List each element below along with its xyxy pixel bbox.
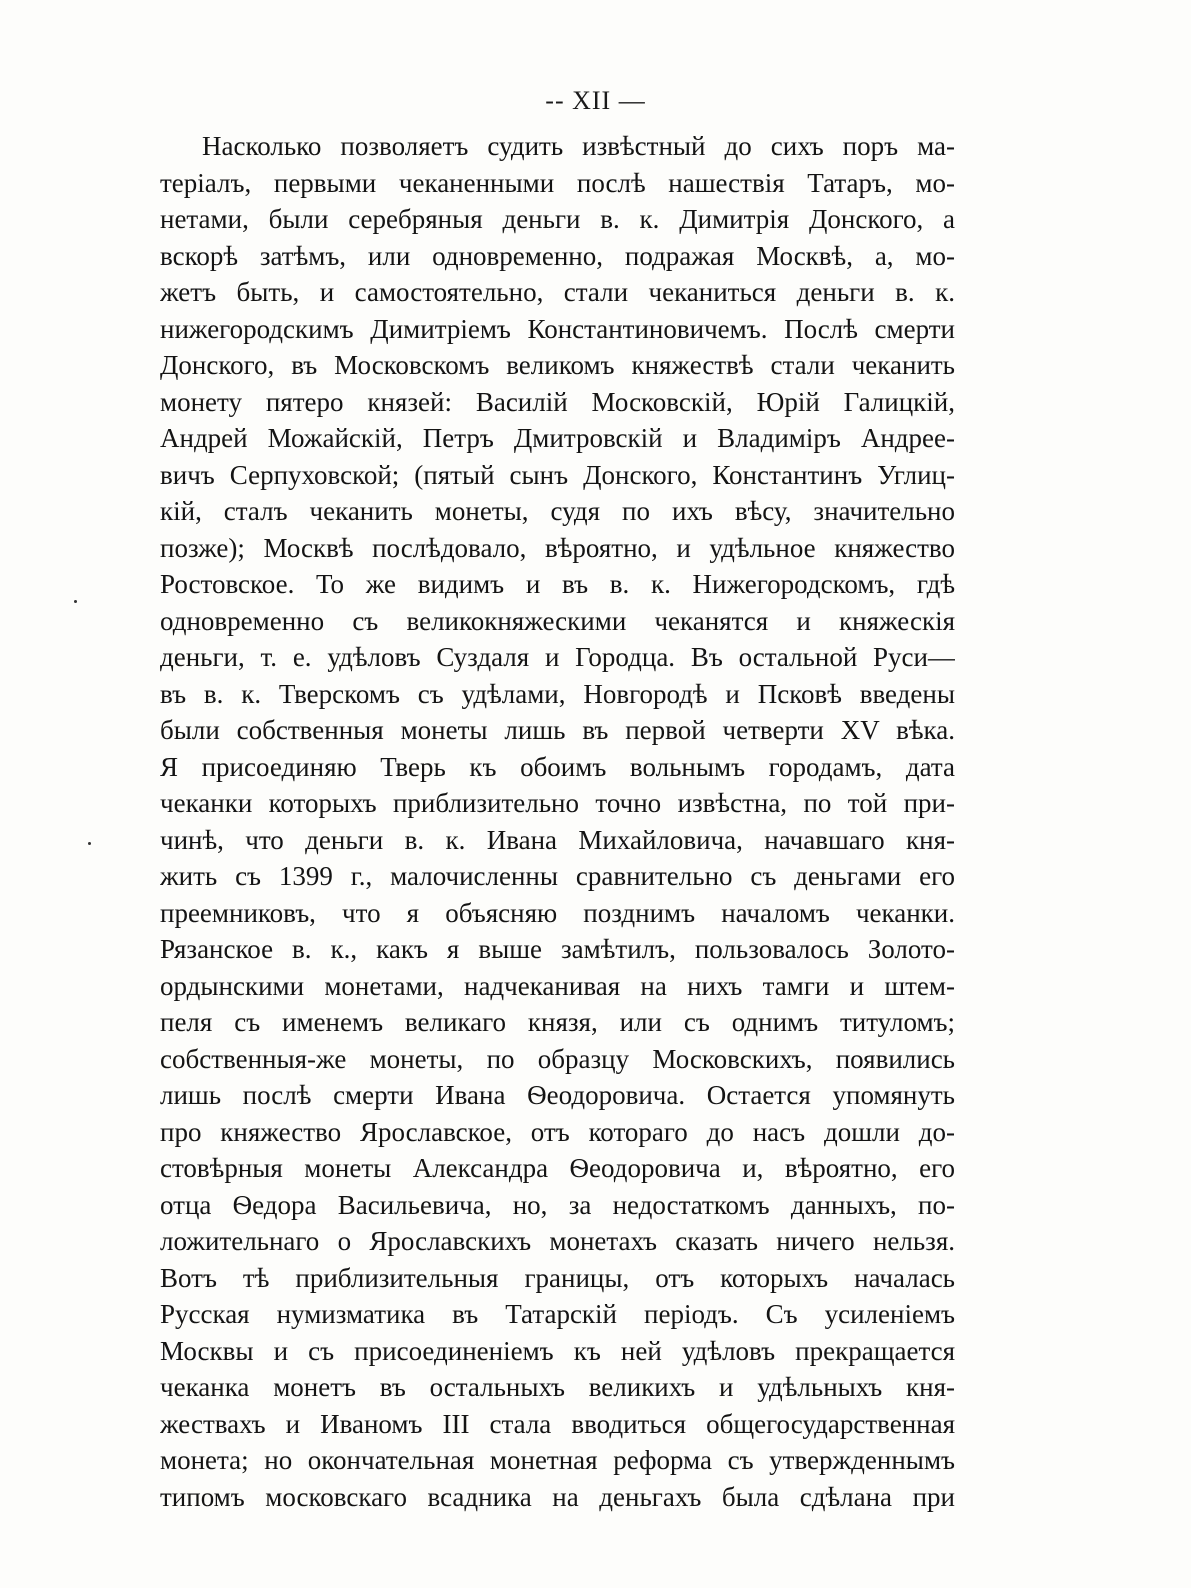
- text-line: Андрей Можайскій, Петръ Дмитровскій и Владиміръ Андрее-: [160, 423, 955, 453]
- text-line: типомъ московскаго всадника на деньгахъ была сдѣлана при: [160, 1481, 955, 1512]
- body-text: [160, 128, 955, 1515]
- text-line: про княжество Ярославское, отъ котораго до насъ дошли до-: [160, 1116, 955, 1147]
- text-line: жествахъ и Иваномъ III стала вводиться общегосударственная: [160, 1408, 955, 1439]
- text-line: преемниковъ, что я объясняю позднимъ началомъ чеканки.: [160, 897, 955, 928]
- text-line: теріалъ, первыми чеканенными послѣ нашествія Татаръ, мо-: [160, 167, 955, 198]
- text-line: Москвы и съ присоединеніемъ къ ней удѣловъ прекращается: [160, 1335, 955, 1366]
- text-line: Насколько позволяетъ судить извѣстный до сихъ поръ ма-: [202, 131, 955, 161]
- text-line: пеля съ именемъ великаго князя, или съ однимъ титуломъ;: [160, 1007, 955, 1037]
- text-line: позже); Москвѣ послѣдовало, вѣроятно, и удѣльное княжество: [160, 532, 955, 563]
- text-line: чеканки которыхъ приблизительно точно извѣстна, по той при-: [160, 788, 955, 818]
- text-line: Русская нумизматика въ Татарскій періодъ. Съ усиленіемъ: [160, 1299, 955, 1329]
- text-line: стовѣрныя монеты Александра Ѳеодоровича и, вѣроятно, его: [160, 1153, 955, 1183]
- page-number: -- XII —: [545, 86, 646, 115]
- text-line: отца Ѳедора Васильевича, но, за недостаткомъ данныхъ, по-: [160, 1189, 955, 1220]
- text-line: деньги, т. е. удѣловъ Суздаля и Городца. Въ остальной Руси—: [160, 642, 955, 672]
- text-line: чинѣ, что деньги в. к. Ивана Михайловича, начавшаго кня-: [160, 824, 955, 855]
- text-line: монету пятеро князей: Василій Московскій, Юрій Галицкій,: [160, 386, 955, 417]
- text-line: Я присоединяю Тверь къ обоимъ вольнымъ городамъ, дата: [160, 751, 955, 782]
- text-line: въ в. к. Тверскомъ съ удѣлами, Новгородѣ и Псковѣ введены: [160, 678, 955, 709]
- text-line: нижегородскимъ Димитріемъ Константиновичемъ. Послѣ смерти: [160, 313, 955, 344]
- text-line: ордынскими монетами, надчеканивая на нихъ тамги и штем-: [160, 970, 955, 1001]
- text-line: Ростовское. То же видимъ и въ в. к. Нижегородскомъ, гдѣ: [160, 569, 955, 599]
- text-line: лишь послѣ смерти Ивана Ѳеодоровича. Остается упомянуть: [160, 1080, 955, 1110]
- text-line: чеканка монетъ въ остальныхъ великихъ и удѣльныхъ кня-: [160, 1372, 955, 1402]
- text-line: вскорѣ затѣмъ, или одновременно, подражая Москвѣ, а, мо-: [160, 240, 955, 271]
- text-line: нетами, были серебряныя деньги в. к. Димитрія Донского, а: [160, 204, 955, 234]
- text-line: Донского, въ Московскомъ великомъ княжествѣ стали чеканить: [160, 350, 955, 380]
- text-line: жить съ 1399 г., малочисленны сравнительно съ деньгами его: [160, 861, 955, 891]
- text-line: кій, сталъ чеканить монеты, судя по ихъ вѣсу, значительно: [160, 496, 955, 526]
- scan-speck: [88, 842, 91, 845]
- text-line: Рязанское в. к., какъ я выше замѣтилъ, пользовалось Золото-: [160, 934, 955, 964]
- text-line: Вотъ тѣ приблизительныя границы, отъ которыхъ началась: [160, 1262, 955, 1293]
- text-line: одновременно съ великокняжескими чеканятся и княжескія: [160, 605, 955, 636]
- text-line: ложительнаго о Ярославскихъ монетахъ сказать ничего нельзя.: [160, 1226, 955, 1256]
- text-line: вичъ Серпуховской; (пятый сынъ Донского, Константинъ Углиц-: [160, 459, 955, 490]
- scan-speck: [74, 600, 77, 603]
- text-line: были собственныя монеты лишь въ первой четверти XV вѣка.: [160, 715, 955, 745]
- text-line: жетъ быть, и самостоятельно, стали чеканиться деньги в. к.: [160, 277, 955, 307]
- text-line: монета; но окончательная монетная реформа съ утвержденнымъ: [160, 1445, 955, 1475]
- text-line: собственныя-же монеты, по образцу Московскихъ, появились: [160, 1043, 955, 1074]
